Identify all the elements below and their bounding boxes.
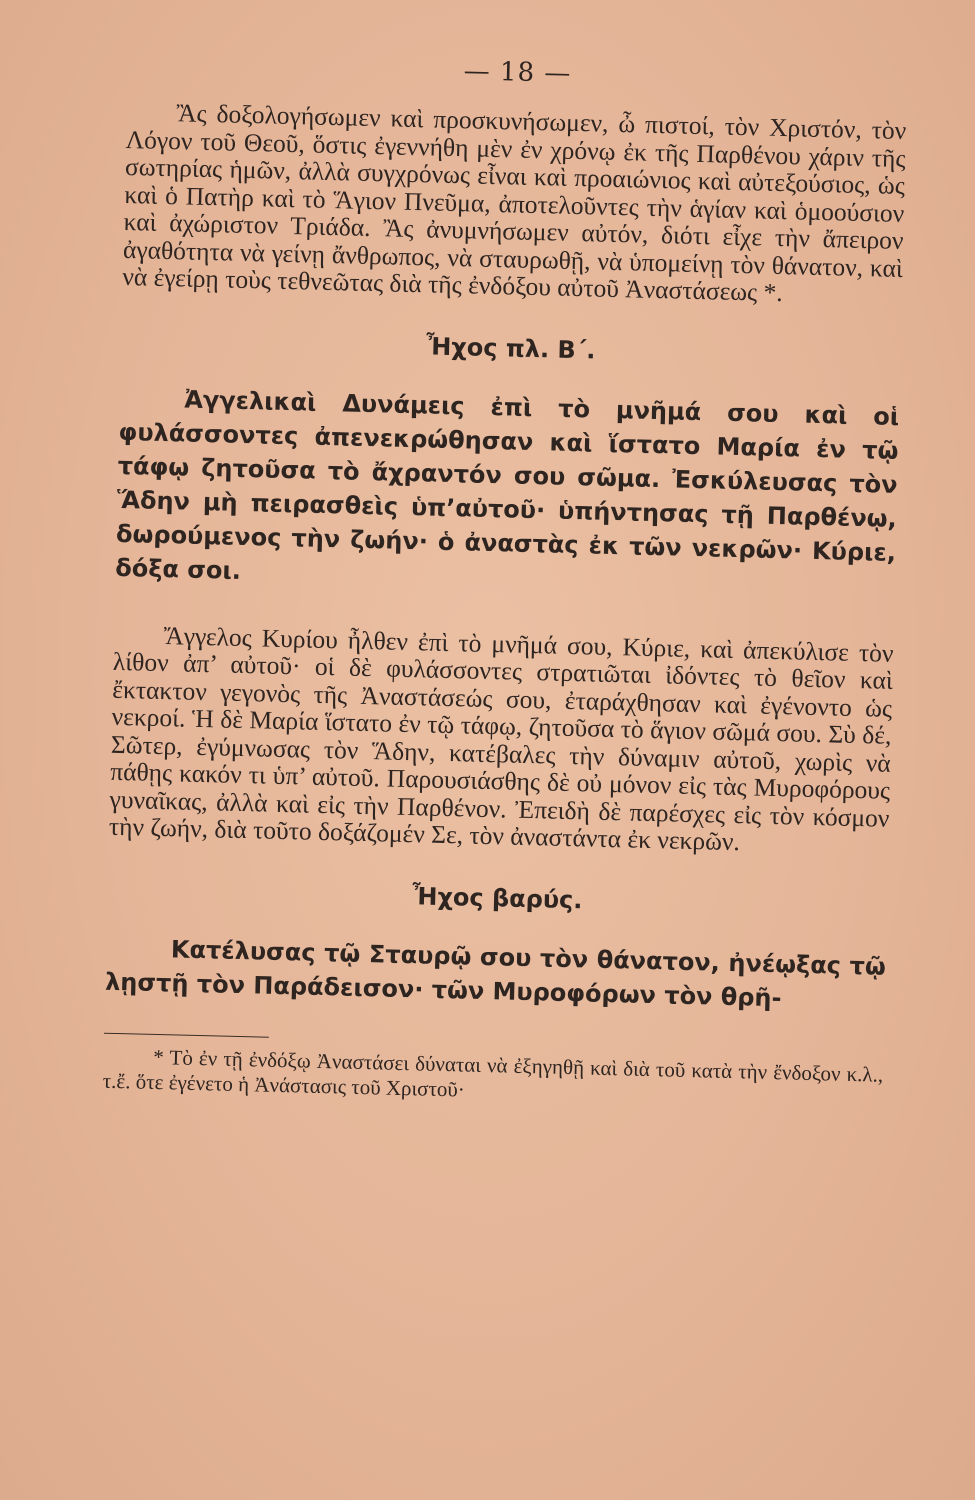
paragraph-angelic-powers: Ἀγγελικαὶ Δυνάμεις ἐπὶ τὸ μνῆμά σου καὶ οἱ φυλάσσοντες ἀπενεκρώθησαν καὶ ἵστατο Μαρία ἐν τῷ τάφῳ ζητοῦσα τὸ ἄχραντόν σου σῶμα. Ἐσκύλευσας τὸν Ἅδην μὴ πειρασθεὶς ὑπ’αὐτοῦ· ὑπήντησας τῇ Παρθένῳ, δωρούμενος τὴν ζωήν· ὁ ἀναστὰς ἐκ τῶν νεκρῶν· Κύριε, δόξα σοι. bbox=[114, 384, 900, 585]
page-content bbox=[102, 48, 907, 1112]
paragraph-doxology: Ἂς δοξολογήσωμεν καὶ προσκυνήσωμεν, ὦ πιστοί, τὸν Χριστόν, τὸν Λόγον τοῦ Θεοῦ, ὅστις ἐγεννήθη μὲν ἐν χρόνῳ ἐκ τῆς Παρθένου χάριν τῆς σωτηρίας ἡμῶν, ἀλλὰ συγχρόνως εἶναι καὶ προαιώνιος καὶ αὐτεξούσιος, ὡς καὶ ὁ Πατὴρ καὶ τὸ Ἅγιον Πνεῦμα, ἀποτελοῦντες τὴν ἁγίαν καὶ ὁμοούσιον καὶ ἀχώριστον Τριάδα. Ἂς ἀνυμνήσωμεν αὐτόν, διότι εἶχε τὴν ἄπειρον ἀγαθότητα νὰ γείνῃ ἄνθρωπος, νὰ σταυρωθῇ, νὰ ὑπομείνῃ τὸν θάνατον, καὶ νὰ ἐγείρῃ τοὺς τεθνεῶτας διὰ τῆς ἐνδόξου αὐτοῦ Ἀναστάσεως *. bbox=[122, 98, 907, 308]
page-number: — 18 — bbox=[463, 56, 572, 89]
heading-echos-varys: Ἦχος βαρύς. bbox=[411, 881, 583, 914]
footnote: * Τὸ ἐν τῇ ἐνδόξῳ Ἀναστάσει δύναται νὰ ἐξηγηθῇ καὶ διὰ τοῦ κατὰ τὴν ἔνδοξον κ.λ., τ.ἔ. ὅτε ἐγένετο ἡ Ἀνάστασις τοῦ Χριστοῦ· bbox=[102, 1044, 884, 1102]
footnote-divider bbox=[104, 1032, 269, 1037]
paragraph-angel-of-the-lord: Ἄγγελος Κυρίου ἦλθεν ἐπὶ τὸ μνῆμά σου, Κύριε, καὶ ἀπεκύλισε τὸν λίθον ἀπ’ αὐτοῦ· οἱ δὲ φυλάσσοντες στρατιῶται ἰδόντες τὸ θεῖον καὶ ἔκτακτον γεγονὸς τῆς Ἀναστάσεώς σου, ἐταράχθησαν καὶ ἐγένοντο ὡς νεκροί. Ἡ δὲ Μαρία ἵστατο ἐν τῷ τάφῳ, ζητοῦσα τὸ ἅγιον σῶμά σου. Σὺ δέ, Σῶτερ, ἐγύμνωσας τὸν Ἅδην, κατέβαλες τὴν δύναμιν αὐτοῦ, χωρὶς νὰ πάθῃς κακόν τι ὑπ’ αὐτοῦ. Παρουσιάσθης δὲ οὐ μόνον εἰς τὰς Μυροφόρους γυναῖκας, ἀλλὰ καὶ εἰς τὴν Παρθένον. Ἐπειδὴ δὲ παρέσχες εἰς τὸν κόσμον τὴν ζωήν, διὰ τοῦτο δοξάζομέν Σε, τὸν ἀναστάντα ἐκ νεκρῶν. bbox=[108, 620, 894, 857]
paragraph-katelysas: Κατέλυσας τῷ Σταυρῷ σου τὸν θάνατον, ἠνέῳξας τῷ λῃστῇ τὸν Παράδεισον· τῶν Μυροφόρων τὸν θρῆ- bbox=[104, 934, 887, 1012]
heading-echos-plagal-b: Ἦχος πλ. Β΄. bbox=[425, 331, 596, 365]
